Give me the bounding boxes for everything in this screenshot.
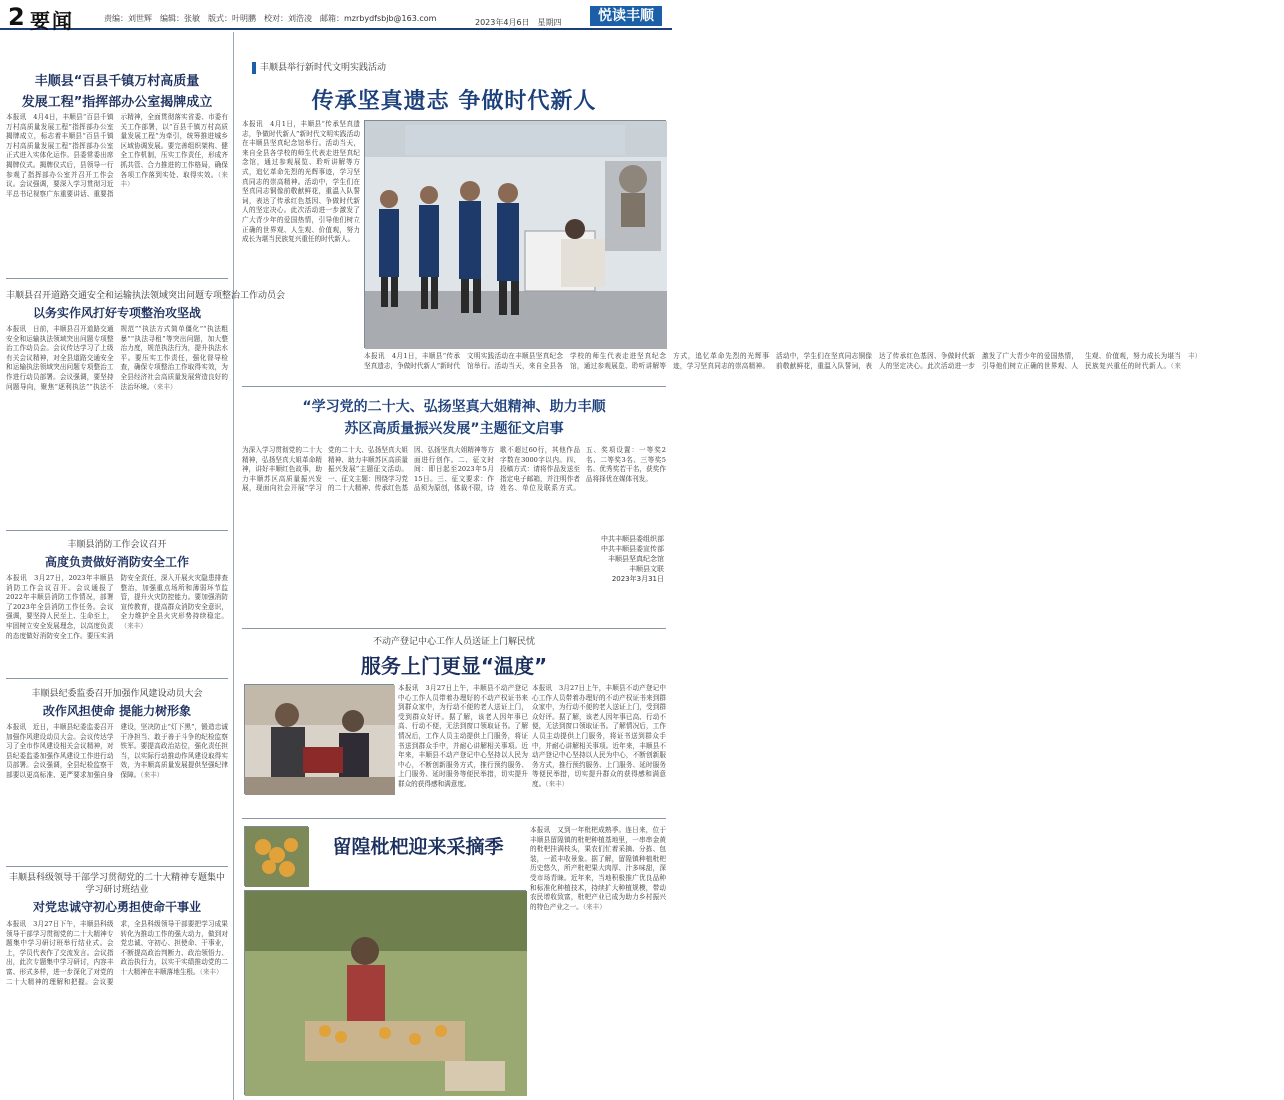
section-title: 要闻 bbox=[30, 9, 74, 33]
divider bbox=[6, 278, 228, 279]
article-kicker: 丰顺县召开道路交通安全和运输执法领域突出问题专项整治工作动员会 bbox=[6, 291, 286, 301]
article-title: 对党忠诚守初心勇担使命干事业 bbox=[32, 900, 201, 914]
loquat-title: 留隍枇杷迎来采摘季 bbox=[332, 836, 504, 858]
divider bbox=[242, 628, 666, 629]
divider bbox=[242, 386, 666, 387]
feature-kicker: 丰顺县举行新时代文明实践活动 bbox=[252, 60, 666, 74]
article-title-line1: 丰顺县“百县千镇万村高质量 bbox=[34, 74, 200, 89]
issue-date: 2023年4月6日 星期四 bbox=[475, 18, 562, 27]
staff-delivering-certificate-photo bbox=[245, 685, 395, 795]
article-body: 本报讯 4月4日，丰顺县“百县千镇万村高质量发展工程”指挥部办公室揭牌成立，标志着丰顺县“百县千镇万村高质量发展工程”指挥部办公室正式进入实体化运作。县委常委出席揭牌仪式。揭牌仪式后，县领导一行参观了指挥部办公室并召开工作会议。会议强调，要深入学习贯彻习近平总书记视察广东重要讲话、重要指示精神，全面贯彻落实省委、市委有关工作部署，以“百县千镇万村高质量发展工程”为牵引，统筹推进城乡区域协调发展。要完善组织架构、健全工作机制，压实工作责任，形成齐抓共管、合力推进的工作格局，确保各项工作落到实处、取得实效。（来丰） bbox=[6, 113, 229, 198]
feature-body-lead: 本报讯 4月1日，丰顺县“传承坚真遗志，争做时代新人”新时代文明实践活动在丰顺县坚真纪念馆举行。活动当天，来自全县各学校的师生代表走进坚真纪念馆，通过参观展览、聆听讲解等方式，追忆革命先烈的光辉事迹，学习坚真同志的崇高精神。活动中，学生们在坚真同志铜像前敬献鲜花，重温入队誓词，表达了传承红色基因、争做时代新人的坚定决心。此次活动进一步激发了广大青少年的爱国热情，引导他们树立正确的世界观、人生观、价值观，努力成长为堪当民族复兴重任的时代新人。 bbox=[242, 120, 360, 244]
brand-badge: 悦读丰顺 bbox=[590, 6, 662, 26]
divider bbox=[6, 530, 228, 531]
article-body: 本报讯 近日，丰顺县纪委监委召开加强作风建设动员大会。会议传达学习了全市作风建设相关会议精神，对县纪委监委加强作风建设工作进行动员部署。会议强调，全县纪检监察干部要以更高标准、更严要求加强自身建设，坚决防止“灯下黑”，锻造忠诚干净担当、敢于善于斗争的纪检监察铁军。要提高政治站位，强化责任担当，以实际行动推动作风建设取得实效，为丰顺高质量发展提供坚强纪律保障。（来丰） bbox=[6, 723, 228, 779]
divider bbox=[6, 678, 228, 679]
service-title: 服务上门更显“温度” bbox=[360, 654, 548, 678]
article-kicker: 丰顺县消防工作会议召开 bbox=[67, 540, 167, 550]
divider bbox=[6, 866, 228, 867]
essay-body: 为深入学习贯彻党的二十大精神，弘扬坚真大姐革命精神，讲好丰顺红色故事，助力丰顺苏区高质量振兴发展，现面向社会开展“学习党的二十大、弘扬坚真大姐精神、助力丰顺苏区高质量振兴发展”主题征文活动。一、征文主题：围绕学习党的二十大精神、传承红色基因、弘扬坚真大姐精神等方面进行创作。二、征文时间：即日起至2023年5月15日。三、征文要求：作品须为原创，体裁不限，诗歌不超过60行，其他作品字数在3000字以内。四、投稿方式：请将作品发送至指定电子邮箱，并注明作者姓名、单位及联系方式。五、奖项设置：一等奖2名、二等奖3名、三等奖5名、优秀奖若干名，获奖作品将择优在媒体刊发。 bbox=[242, 446, 666, 493]
loquat-fruit-photo bbox=[245, 827, 309, 887]
divider bbox=[242, 818, 666, 819]
essay-title-line1: “学习党的二十大、弘扬坚真大姐精神、助力丰顺 bbox=[302, 399, 606, 415]
article-title-line2: 发展工程”指挥部办公室揭牌成立 bbox=[21, 95, 213, 110]
essay-title-line2: 苏区高质量振兴发展”主题征文启事 bbox=[344, 421, 564, 437]
article-kicker: 丰顺县纪委监委召开加强作风建设动员大会 bbox=[31, 689, 203, 699]
article-title: 改作风担使命 提能力树形象 bbox=[42, 704, 192, 718]
loquat-body: 本报讯 又到一年枇杷成熟季。连日来，位于丰顺县留隍镇的枇杷种植基地里，一串串金黄的枇杷挂满枝头，果农们忙着采摘、分拣、包装，一派丰收景象。据了解，留隍镇种植枇杷历史悠久，所产枇杷果大肉厚、汁多味甜，深受市场青睐。近年来，当地积极推广优良品种和标准化种植技术，持续扩大种植规模，带动农民增收致富，枇杷产业已成为助力乡村振兴的特色产业之一。（来丰） bbox=[530, 826, 666, 911]
feature-body-caption: 本报讯 4月1日，丰顺县“传承坚真遗志，争做时代新人”新时代文明实践活动在丰顺县坚真纪念馆举行。活动当天，来自全县各学校的师生代表走进坚真纪念馆，通过参观展览、聆听讲解等方式，追忆革命先烈的光辉事迹，学习坚真同志的崇高精神。活动中，学生们在坚真同志铜像前敬献鲜花，重温入队誓词，表达了传承红色基因、争做时代新人的坚定决心。此次活动进一步激发了广大青少年的爱国热情，引导他们树立正确的世界观、人生观、价值观，努力成长为堪当民族复兴重任的时代新人。（来丰） bbox=[364, 352, 1202, 370]
service-body-b: 本报讯 3月27日上午，丰顺县不动产登记中心工作人员带着办理好的不动产权证书来到群众家中，为行动不便的老人送证上门，受到群众好评。据了解，该老人因年事已高、行动不便，无法到窗口领取证书。了解情况后，工作人员主动提供上门服务，将证书送到群众手中，并耐心讲解相关事项。近年来，丰顺县不动产登记中心坚持以人民为中心，不断创新服务方式，推行预约服务、上门服务、延时服务等便民举措，切实提升群众的获得感和满意度。（来丰） bbox=[532, 684, 666, 788]
service-kicker: 不动产登记中心工作人员送证上门解民忧 bbox=[372, 637, 535, 647]
service-photo bbox=[244, 684, 394, 794]
loquat-photo bbox=[244, 890, 526, 1095]
article-body: 本报讯 3月27日，2023年丰顺县消防工作会议召开。会议通报了2022年丰顺县消防工作情况，部署了2023年全县消防工作任务。会议强调，要坚持人民至上、生命至上，牢固树立安全发展理念，以高度负责的态度做好消防安全工作。要压实消防安全责任，深入开展火灾隐患排查整治，加强重点场所和薄弱环节监管，提升火灾防控能力。要加强消防宣传教育，提高群众消防安全意识，全力维护全县火灾形势持续稳定。（来丰） bbox=[6, 574, 228, 640]
page-number: 2 bbox=[8, 3, 25, 31]
article-body: 本报讯 日前，丰顺县召开道路交通安全和运输执法领域突出问题专项整治工作动员会。会议传达学习了上级有关会议精神，对全县道路交通安全和运输执法领域突出问题专项整治工作进行动员部署。会议强调，要坚持问题导向，聚焦“逐利执法”“执法不规范”“执法方式简单僵化”“执法粗暴”“执法寻租”等突出问题，加大整治力度，规范执法行为，提升执法水平。要压实工作责任，强化督导检查，确保专项整治工作取得实效，为全县经济社会高质量发展营造良好的法治环境。（来丰） bbox=[6, 325, 228, 391]
feature-photo bbox=[364, 120, 666, 348]
loquat-closeup-photo bbox=[244, 826, 308, 886]
students-at-memorial-photo bbox=[365, 121, 667, 349]
article-kicker: 丰顺县科级领导干部学习贯彻党的二十大精神专题集中学习研讨班结业 bbox=[8, 873, 225, 895]
article-title: 高度负责做好消防安全工作 bbox=[44, 555, 189, 569]
feature-title: 传承坚真遗志 争做时代新人 bbox=[311, 89, 597, 114]
article-title: 以务实作风打好专项整治攻坚战 bbox=[32, 306, 201, 320]
staff-credits: 责编：刘世辉 编辑：张敏 版式：叶明鹏 校对：刘浩凌 邮箱：mzrbydfsbjb@163.com bbox=[104, 14, 437, 23]
service-body-a: 本报讯 3月27日上午，丰顺县不动产登记中心工作人员带着办理好的不动产权证书来到群众家中，为行动不便的老人送证上门，受到群众好评。据了解，该老人因年事已高、行动不便，无法到窗口领取证书。了解情况后，工作人员主动提供上门服务，将证书送到群众手中，并耐心讲解相关事项。近年来，丰顺县不动产登记中心坚持以人民为中心，不断创新服务方式，推行预约服务、上门服务、延时服务等便民举措，切实提升群众的获得感和满意度。 bbox=[398, 684, 528, 788]
essay-organizers: 中共丰顺县委组织部 中共丰顺县委宣传部 丰顺县坚真纪念馆 丰顺县文联 2023年3月31日 bbox=[560, 534, 664, 584]
article-body: 本报讯 3月27日下午，丰顺县科级领导干部学习贯彻党的二十大精神专题集中学习研讨班举行结业式。会上，学员代表作了交流发言。会议指出，此次专题集中学习研讨，内容丰富、形式多样，进一步深化了对党的二十大精神的理解和把握。会议要求，全县科级领导干部要把学习成果转化为推动工作的强大动力，做到对党忠诚、守初心、担使命、干事业，不断提高政治判断力、政治领悟力、政治执行力，以实干实绩推动党的二十大精神在丰顺落地生根。（来丰） bbox=[6, 920, 228, 986]
farmer-sorting-loquats-photo bbox=[245, 891, 527, 1096]
